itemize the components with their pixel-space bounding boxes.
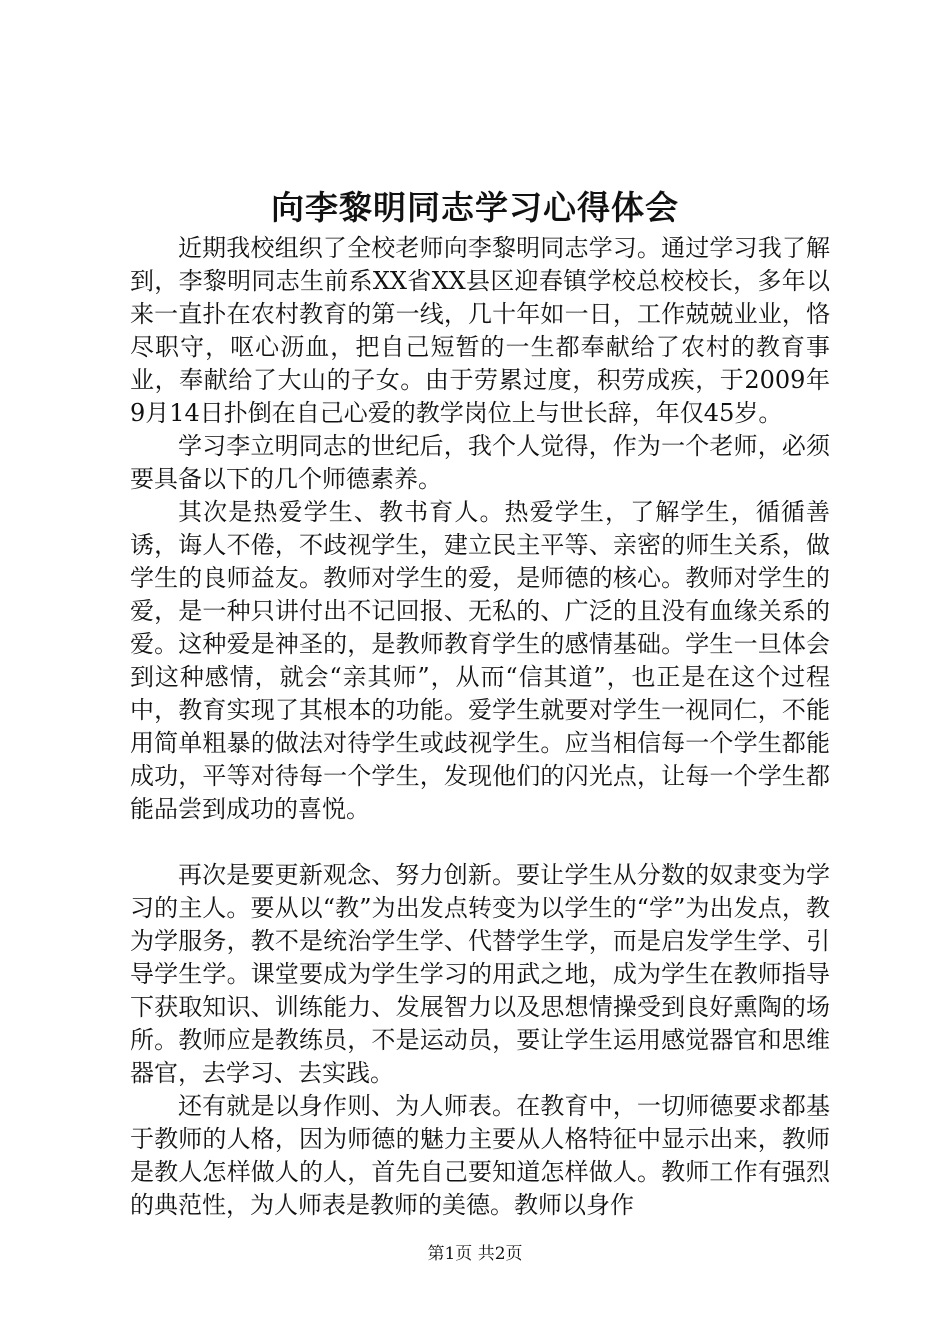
paragraph-innovation: 再次是要更新观念、努力创新。要让学生从分数的奴隶变为学习的主人。要从以“教”为出发点转变为以学生的“学”为出发点，教为学服务，教不是统治学生学、代替学生学，而是启发学生学、引导学生学。课堂要成为学生学习的用武之地，成为学生在教师指导下获取知识、训练能力、发展智力以及思想情操受到良好熏陶的场所。教师应是教练员，不是运动员，要让学生运用感觉器官和思维器官，去学习、去实践。 <box>130 861 830 1087</box>
page-number-footer: 第1页 共2页 <box>427 1244 523 1264</box>
paragraph-love-students: 其次是热爱学生、教书育人。热爱学生，了解学生，循循善诱，诲人不倦，不歧视学生，建立民主平等、亲密的师生关系，做学生的良师益友。教师对学生的爱，是师德的核心。教师对学生的爱，是一种只讲付出不记回报、无私的、广泛的且没有血缘关系的爱。这种爱是神圣的，是教师教育学生的感情基础。学生一旦体会到这种感情，就会“亲其师”，从而“信其道”，也正是在这个过程中，教育实现了其根本的功能。爱学生就要对学生一视同仁，不能用简单粗暴的做法对待学生或歧视学生。应当相信每一个学生都能成功，平等对待每一个学生，发现他们的闪光点，让每一个学生都能品尝到成功的喜悦。 <box>130 498 830 823</box>
paragraph-summary: 学习李立明同志的世纪后，我个人觉得，作为一个老师，必须要具备以下的几个师德素养。 <box>130 432 830 493</box>
paragraph-role-model: 还有就是以身作则、为人师表。在教育中，一切师德要求都基于教师的人格，因为师德的魅力主要从人格特征中显示出来，教师是教人怎样做人的人，首先自己要知道怎样做人。教师工作有强烈的典范性，为人师表是教师的美德。教师以身作 <box>130 1092 830 1219</box>
document-title: 向李黎明同志学习心得体会 <box>271 188 679 227</box>
document-body <box>130 232 830 1222</box>
paragraph-intro: 近期我校组织了全校老师向李黎明同志学习。通过学习我了解到，李黎明同志生前系XX省XX县区迎春镇学校总校校长，多年以来一直扑在农村教育的第一线，几十年如一日，工作兢兢业业，恪尽职守，呕心沥血，把自己短暂的一生都奉献给了农村的教育事业，奉献给了大山的子女。由于劳累过度，积劳成疾，于2009年9月14日扑倒在自己心爱的教学岗位上与世长辞，年仅45岁。 <box>130 234 830 427</box>
